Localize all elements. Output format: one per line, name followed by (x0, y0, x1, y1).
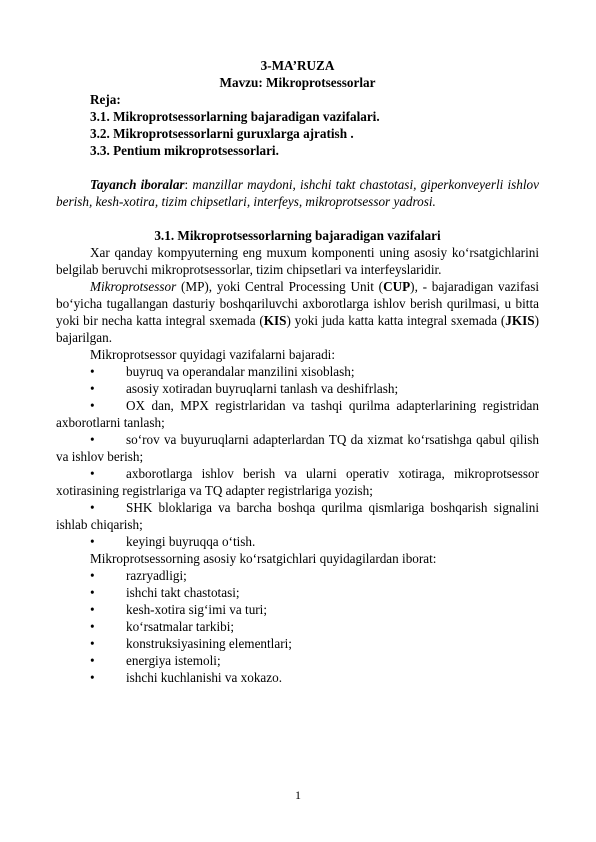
list-item-text: razryadligi; (126, 568, 187, 583)
kis-abbrev: KIS (263, 313, 287, 328)
list-item-text: so‘rov va buyuruqlarni adapterlardan TQ da xizmat ko‘rsatishga qabul qilish va ishlov berish; (56, 432, 539, 464)
bullet-icon: • (90, 653, 95, 668)
section-heading: 3.1. Mikroprotsessorlarning bajaradigan vazifalari (154, 228, 441, 243)
bullet-icon: • (90, 585, 95, 600)
list-item (56, 601, 539, 618)
keywords-lead: Tayanch iboralar (90, 177, 185, 192)
list-item-text: kesh-xotira sig‘imi va turi; (126, 602, 268, 617)
keywords-text: manzillar maydoni, ishchi takt chastotasi, giperkonveyerli ishlov berish, kesh-xotira, tizim chipsetlari, interfeys, mikroprotsessor yadrosi. (56, 177, 539, 209)
list-item-text: axborotlarga ishlov berish va ularni operativ xotiraga, mikroprotsessor xotirasining registrlariga va TQ adapter registrlariga yozish; (56, 466, 539, 498)
definition-text: ) bajarilgan. (56, 313, 539, 345)
list-item-text: OX dan, MPX registrlaridan va tashqi qurilma adapterlarining registridan axborotlarni tanlash; (56, 398, 539, 430)
lecture-title: 3-MA’RUZA (260, 58, 335, 73)
bullet-icon: • (90, 619, 95, 634)
list-item-text: ko‘rsatmalar tarkibi; (126, 619, 235, 634)
list-item (56, 380, 539, 397)
list-item-text: ishchi kuchlanishi va xokazo. (126, 670, 283, 685)
bullet-icon: • (90, 364, 95, 379)
indicators-list (56, 567, 539, 686)
list-item (56, 397, 539, 431)
bullet-icon: • (90, 568, 95, 583)
list-item-text: keyingi buyruqqa o‘tish. (126, 534, 256, 549)
list-item-text: energiya istemoli; (126, 653, 221, 668)
list-item (56, 431, 539, 465)
definition-text: (MP), yoki Central Processing Unit ( (176, 279, 384, 294)
bullet-icon: • (90, 602, 95, 617)
tasks-intro: Mikroprotsessor quyidagi vazifalarni bajaradi: (90, 347, 335, 362)
list-item (56, 635, 539, 652)
intro-paragraph: Xar qanday kompyuterning eng muxum komponenti uning asosiy ko‘rsatgichlarini belgilab beruvchi mikroprotsessorlar, tizim chipsetlari va interfeyslaridir. (56, 245, 539, 277)
list-item (56, 533, 539, 550)
list-item (56, 363, 539, 380)
bullet-icon: • (90, 636, 95, 651)
list-item-text: buyruq va operandalar manzilini xisoblash; (126, 364, 355, 379)
list-item-text: SHK bloklariga va barcha boshqa qurilma qismlariga boshqarish signalini ishlab chiqarish; (56, 500, 539, 532)
definition-paragraph (56, 278, 539, 346)
list-item-text: asosiy xotiradan buyruqlarni tanlash va deshifrlash; (126, 381, 399, 396)
page-number: 1 (295, 788, 301, 802)
keywords-paragraph (56, 176, 539, 210)
tasks-list (56, 363, 539, 550)
definition-text: ) yoki juda katta katta integral sxemada ( (286, 313, 506, 328)
list-item (56, 584, 539, 601)
bullet-icon: • (90, 534, 95, 549)
bullet-icon: • (90, 466, 95, 481)
list-item-text: ishchi takt chastotasi; (126, 585, 240, 600)
keywords-colon: : (184, 177, 193, 192)
plan-item: 3.3. Pentium mikroprotsessorlari. (90, 143, 279, 158)
jkis-abbrev: JKIS (505, 313, 535, 328)
list-item-text: konstruksiyasining elementlari; (126, 636, 292, 651)
definition-term: Mikroprotsessor (90, 279, 177, 294)
list-item (56, 567, 539, 584)
plan-label: Reja: (90, 92, 121, 107)
cup-abbrev: CUP (383, 279, 411, 294)
topic-title: Mavzu: Mikroprotsessorlar (219, 75, 376, 90)
definition-text: ), - bajaradigan vazifasi bo‘yicha tugallangan dasturiy boshqariluvchi axborotlarga ishlov berish qurilmasi, u bitta yoki bir necha katta integral sxemada ( (56, 279, 539, 328)
plan-item: 3.2. Mikroprotsessorlarni guruxlarga ajratish . (90, 126, 354, 141)
bullet-icon: • (90, 500, 95, 515)
list-item (56, 465, 539, 499)
list-item (56, 669, 539, 686)
page-content (56, 57, 539, 686)
bullet-icon: • (90, 670, 95, 685)
list-item (56, 499, 539, 533)
list-item (56, 652, 539, 669)
indicators-intro: Mikroprotsessorning asosiy ko‘rsatgichlari quyidagilardan iborat: (90, 551, 437, 566)
list-item (56, 618, 539, 635)
plan-item: 3.1. Mikroprotsessorlarning bajaradigan vazifalari. (90, 109, 380, 124)
bullet-icon: • (90, 381, 95, 396)
bullet-icon: • (90, 432, 95, 447)
bullet-icon: • (90, 398, 95, 413)
